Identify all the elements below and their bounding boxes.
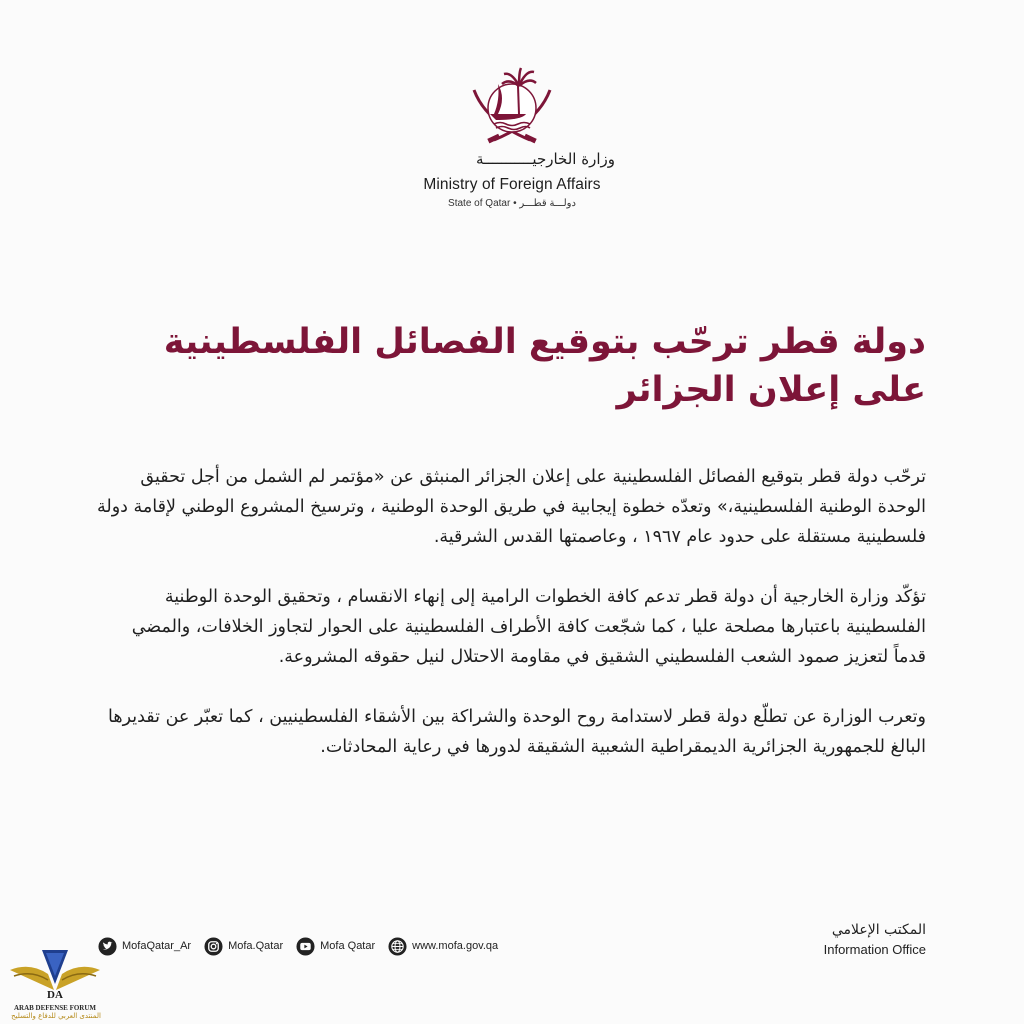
paragraph-2: تؤكّد وزارة الخارجية أن دولة قطر تدعم كافة الخطوات الرامية إلى إنهاء الانقسام ، وتحقيق الوحدة الوطنية الفلسطينية باعتبارها مصلحة عليا ، كما شجّعت كافة الأطراف الفلسطينية على الحوار لتجاوز الخلافات، والمضي قدماً لتعزيز صمود الشعب الفلسطيني الشقيق في مقاومة الاحتلال لنيل حقوقه المشروعة. (131, 587, 926, 667)
globe-icon (388, 937, 407, 956)
instagram-icon (204, 937, 223, 956)
ministry-name-arabic: وزارة الخارجيـــــــــــة (476, 150, 615, 168)
page-title: دولة قطر ترحّب بتوقيع الفصائل الفلسطينية على إعلان الجزائر (163, 322, 926, 410)
twitter-handle: MofaQatar_Ar (122, 940, 192, 952)
information-office-arabic: المكتب الإعلامي (831, 922, 926, 938)
svg-text:DA: DA (47, 989, 63, 1001)
website-url: www.mofa.gov.qa (412, 940, 499, 952)
ministry-name-english: Ministry of Foreign Affairs (423, 176, 601, 193)
qatar-emblem-icon (466, 62, 558, 148)
watermark-title-arabic: المنتدى العربي للدفاع والتسليح (11, 1012, 101, 1020)
social-link-youtube[interactable] (296, 937, 375, 956)
youtube-handle: Mofa Qatar (320, 940, 376, 952)
social-link-instagram[interactable] (204, 937, 283, 956)
information-office-english: Information Office (823, 942, 926, 957)
statement-body (96, 462, 926, 792)
social-link-website[interactable] (388, 937, 498, 956)
social-link-twitter[interactable] (98, 937, 191, 956)
paragraph-3: وتعرب الوزارة عن تطلّع دولة قطر لاستدامة روح الوحدة والشراكة بين الأشقاء الفلسطينيين ، كما تعبّر عن تقديرها البالغ للجمهورية الجزائرية الديمقراطية الشعبية الشقيقة لدورها في رعاية المحادثات. (108, 707, 926, 757)
instagram-handle: Mofa.Qatar (228, 940, 284, 952)
state-of-qatar-label: State of Qatar • دولـــة قطـــر (448, 198, 576, 209)
paragraph-1: ترحّب دولة قطر بتوقيع الفصائل الفلسطينية على إعلان الجزائر المنبثق عن «مؤتمر لم الشمل من أجل تحقيق الوحدة الوطنية الفلسطينية،» وتعدّه خطوة إيجابية في طريق الوحدة الوطنية ، وترسيخ المشروع الوطني لإقامة دولة فلسطينية مستقلة على حدود عام ١٩٦٧ ، وعاصمتها القدس الشرقية. (96, 467, 926, 547)
watermark-title-english: ARAB DEFENSE FORUM (13, 1004, 97, 1012)
youtube-icon (296, 937, 315, 956)
social-links (98, 935, 511, 957)
